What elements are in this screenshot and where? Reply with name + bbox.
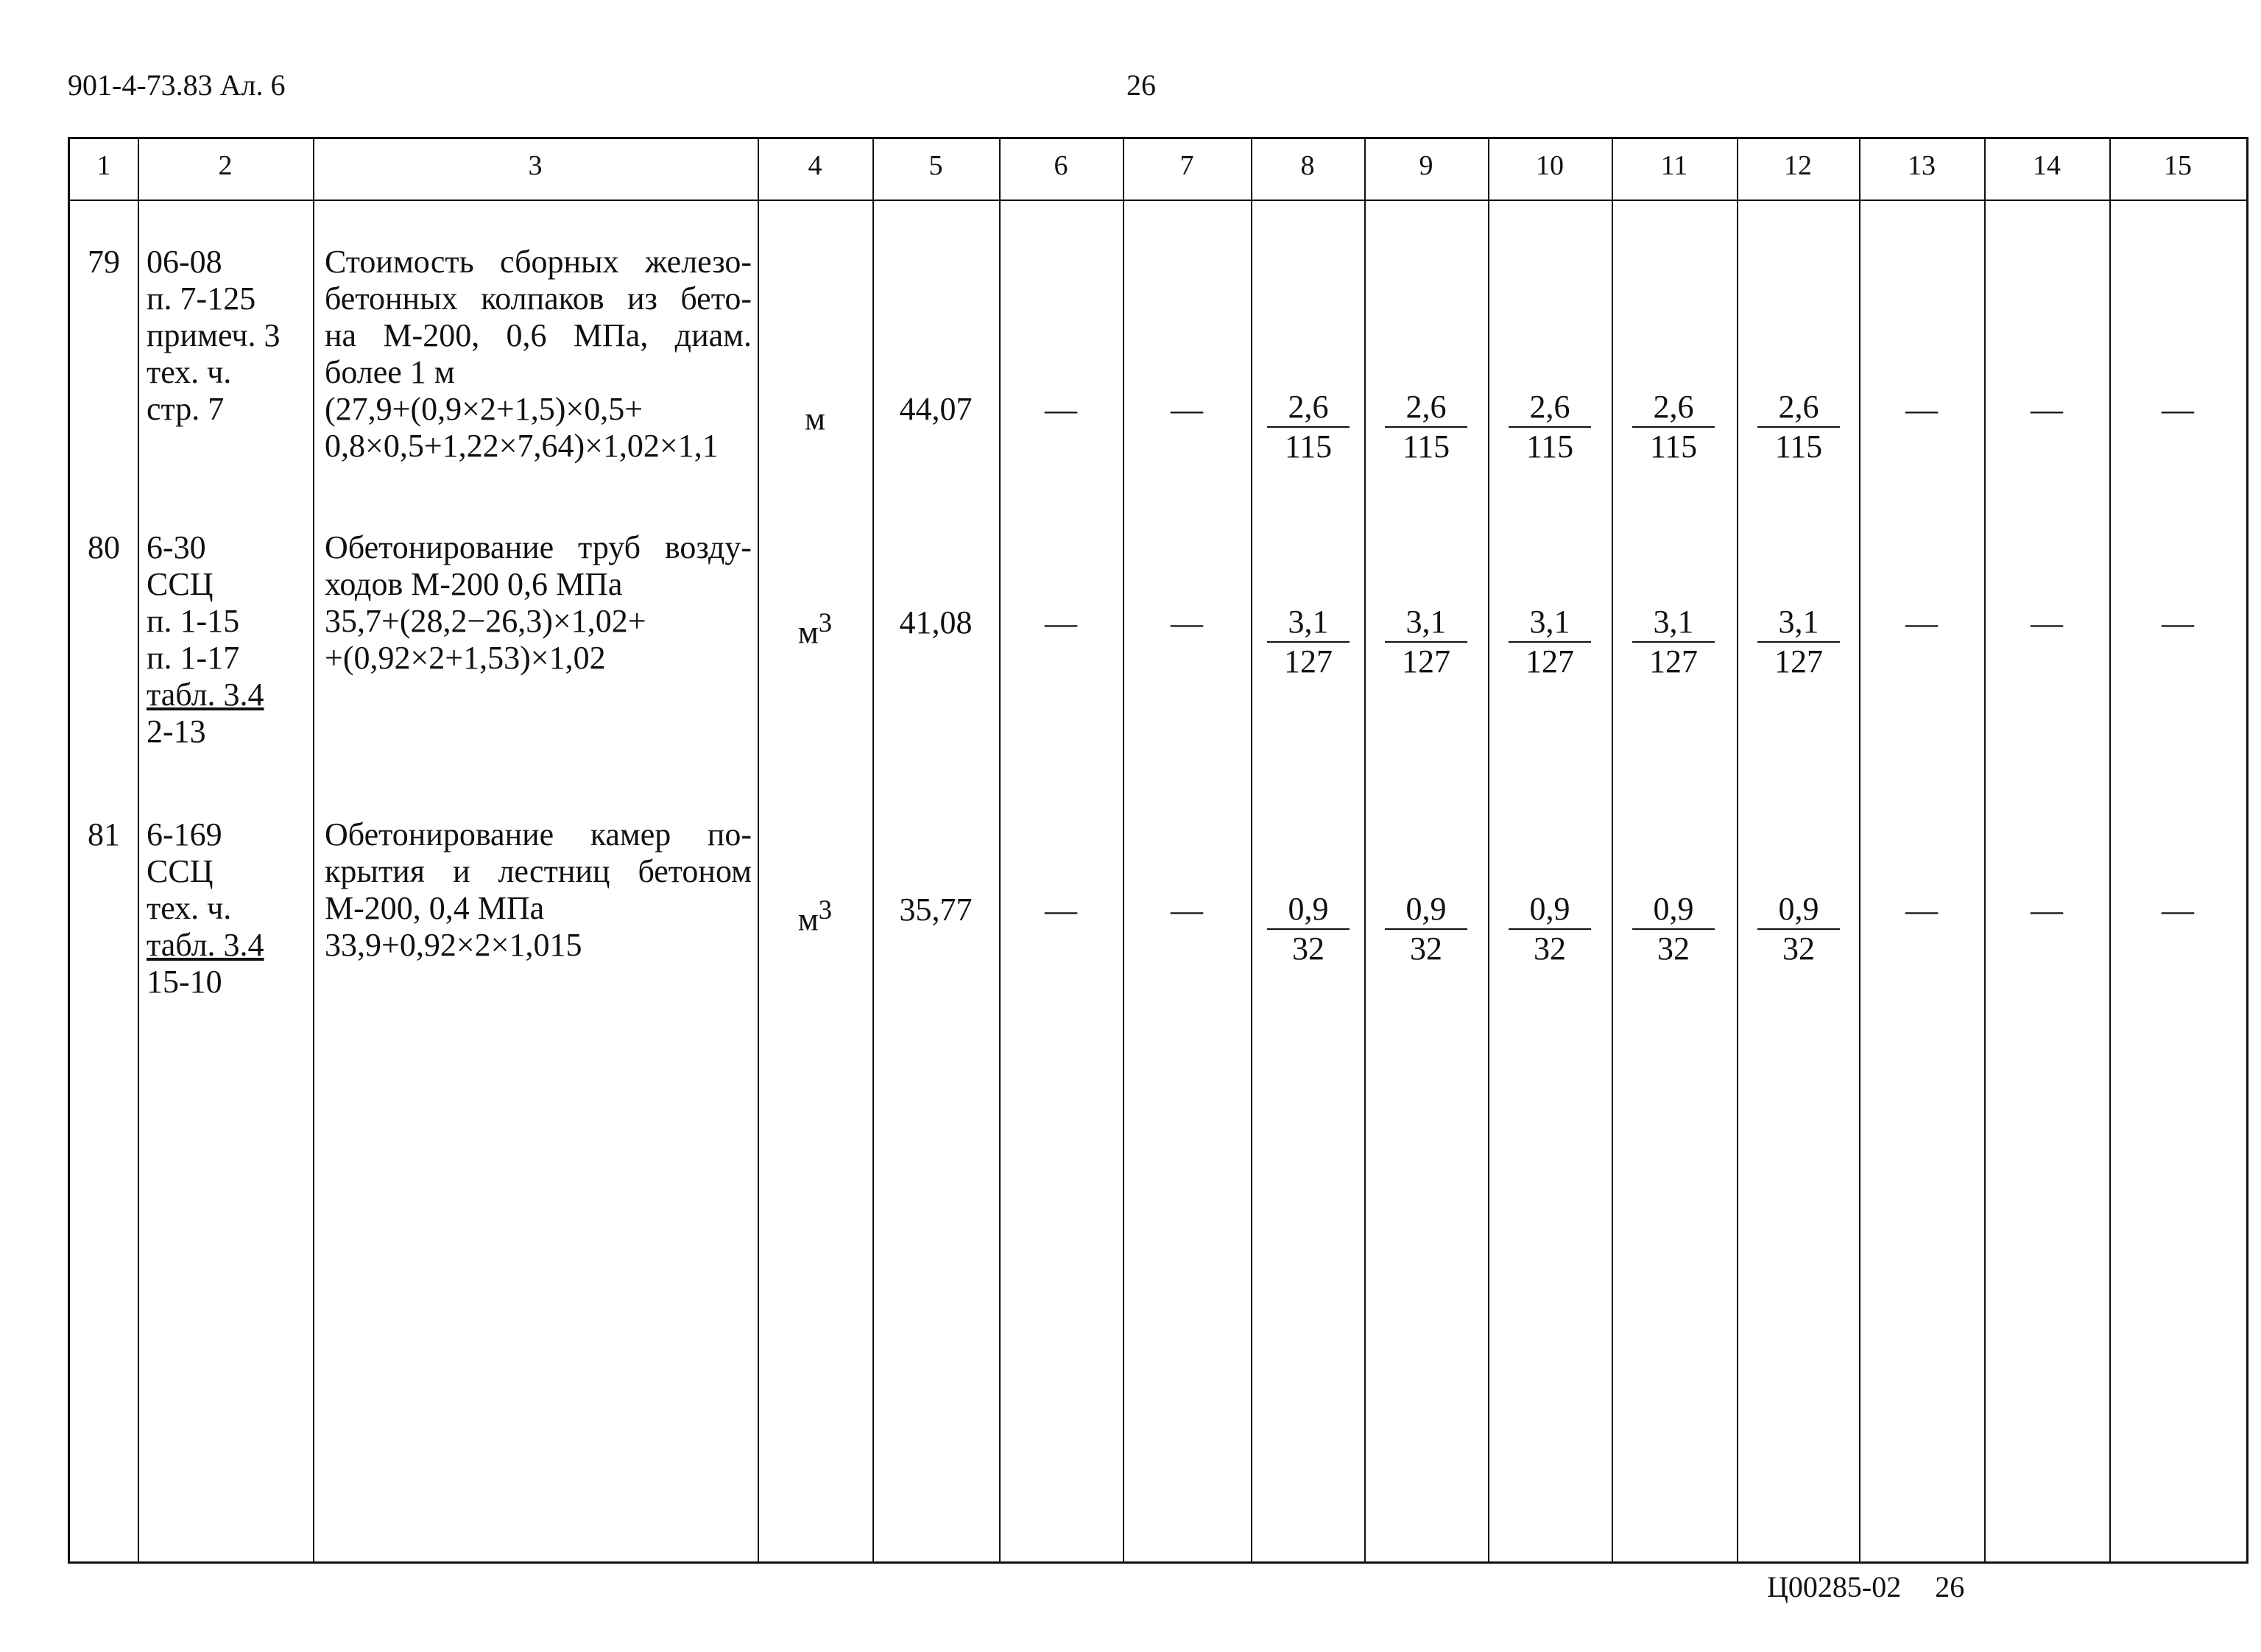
fraction-value: $\frac{3,1}{127}$ bbox=[1757, 604, 1840, 679]
work-description: Обетонирование камер по- крытия и лестниц бетоном М-200, 0,4 МПа 33,9+0,92×2×1,015 bbox=[325, 816, 752, 963]
column-header: 9 bbox=[1419, 150, 1433, 181]
column-header: 4 bbox=[808, 150, 822, 181]
col-divider bbox=[1364, 139, 1366, 1561]
col7-value: — bbox=[1171, 605, 1203, 641]
col-divider bbox=[1251, 139, 1252, 1561]
row-number: 79 bbox=[88, 244, 120, 280]
unit: $м^3$ bbox=[797, 607, 833, 651]
fraction-value: $\frac{2,6}{115}$ bbox=[1385, 389, 1467, 465]
quantity: 35,77 bbox=[899, 892, 973, 928]
column-header: 6 bbox=[1054, 150, 1068, 181]
col15-value: — bbox=[2162, 392, 2194, 428]
norm-reference: 6-169 ССЦ тех. ч. табл. 3.4 15-10 bbox=[147, 816, 264, 1000]
column-header: 8 bbox=[1300, 150, 1315, 181]
col-divider bbox=[138, 139, 139, 1561]
estimate-table bbox=[68, 137, 2248, 1564]
quantity: 41,08 bbox=[899, 604, 973, 640]
fraction-value: $\frac{3,1}{127}$ bbox=[1509, 604, 1591, 679]
column-header: 3 bbox=[528, 150, 543, 181]
col15-value: — bbox=[2162, 892, 2194, 928]
header-divider bbox=[70, 200, 2246, 201]
norm-reference: 6-30 ССЦ п. 1-15 п. 1-17 табл. 3.4 2-13 bbox=[147, 529, 264, 749]
fraction-value: $\frac{0,9}{32}$ bbox=[1267, 892, 1350, 967]
fraction-value: $\frac{0,9}{32}$ bbox=[1632, 892, 1715, 967]
col-divider bbox=[1488, 139, 1489, 1561]
column-header: 10 bbox=[1536, 150, 1564, 181]
col-divider bbox=[1984, 139, 1986, 1561]
column-header: 7 bbox=[1179, 150, 1194, 181]
footer bbox=[1767, 1570, 1998, 1604]
col13-value: — bbox=[1905, 892, 1938, 928]
unit: $м^3$ bbox=[797, 894, 833, 938]
col13-value: — bbox=[1905, 392, 1938, 428]
work-description: Обетонирование труб возду- ходов М-200 0,6 МПа 35,7+(28,2−26,3)×1,02+ +(0,92×2+1,53)×1,02 bbox=[325, 529, 752, 676]
footer-code: Ц00285-02 bbox=[1767, 1570, 1902, 1603]
col-divider bbox=[999, 139, 1001, 1561]
col15-value: — bbox=[2162, 605, 2194, 641]
col-divider bbox=[313, 139, 314, 1561]
row-number: 80 bbox=[88, 529, 120, 565]
fraction-value: $\frac{3,1}{127}$ bbox=[1632, 604, 1715, 679]
fraction-value: $\frac{0,9}{32}$ bbox=[1385, 892, 1467, 967]
norm-reference: 06-08 п. 7-125 примеч. 3 тех. ч. стр. 7 bbox=[147, 244, 281, 427]
col-divider bbox=[1859, 139, 1860, 1561]
column-header: 11 bbox=[1660, 150, 1688, 181]
footer-page: 26 bbox=[1935, 1570, 1965, 1603]
col6-value: — bbox=[1045, 605, 1077, 641]
column-header: 1 bbox=[96, 150, 111, 181]
col7-value: — bbox=[1171, 392, 1203, 428]
column-header: 12 bbox=[1784, 150, 1812, 181]
quantity: 44,07 bbox=[899, 391, 973, 427]
fraction-value: $\frac{3,1}{127}$ bbox=[1385, 604, 1467, 679]
column-header: 5 bbox=[928, 150, 943, 181]
col-divider bbox=[1737, 139, 1738, 1561]
col14-value: — bbox=[2031, 892, 2063, 928]
column-header: 14 bbox=[2033, 150, 2061, 181]
fraction-value: $\frac{0,9}{32}$ bbox=[1509, 892, 1591, 967]
col6-value: — bbox=[1045, 892, 1077, 928]
column-header: 15 bbox=[2164, 150, 2192, 181]
col14-value: — bbox=[2031, 392, 2063, 428]
fraction-value: $\frac{0,9}{32}$ bbox=[1757, 892, 1840, 967]
column-header: 2 bbox=[218, 150, 233, 181]
fraction-value: $\frac{2,6}{115}$ bbox=[1509, 389, 1591, 465]
col7-value: — bbox=[1171, 892, 1203, 928]
column-header: 13 bbox=[1908, 150, 1936, 181]
row-number: 81 bbox=[88, 816, 120, 853]
work-description: Стоимость сборных железо- бетонных колпаков из бето- на М-200, 0,6 МПа, диам. более 1 м (27,9+(0,9×2+1,5)×0,5+ 0,8×0,5+1,22×7,64)×1,02×1,1 bbox=[325, 244, 752, 464]
col-divider bbox=[1612, 139, 1613, 1561]
col6-value: — bbox=[1045, 392, 1077, 428]
document-code: 901-4-73.83 Ал. 6 bbox=[68, 68, 286, 102]
fraction-value: $\frac{3,1}{127}$ bbox=[1267, 604, 1350, 679]
col-divider bbox=[758, 139, 759, 1561]
page-number: 26 bbox=[1126, 68, 1156, 102]
fraction-value: $\frac{2,6}{115}$ bbox=[1757, 389, 1840, 465]
col-divider bbox=[2109, 139, 2111, 1561]
col14-value: — bbox=[2031, 605, 2063, 641]
fraction-value: $\frac{2,6}{115}$ bbox=[1632, 389, 1715, 465]
unit: м bbox=[805, 400, 825, 437]
col13-value: — bbox=[1905, 605, 1938, 641]
col-divider bbox=[872, 139, 874, 1561]
col-divider bbox=[1123, 139, 1124, 1561]
fraction-value: $\frac{2,6}{115}$ bbox=[1267, 389, 1350, 465]
